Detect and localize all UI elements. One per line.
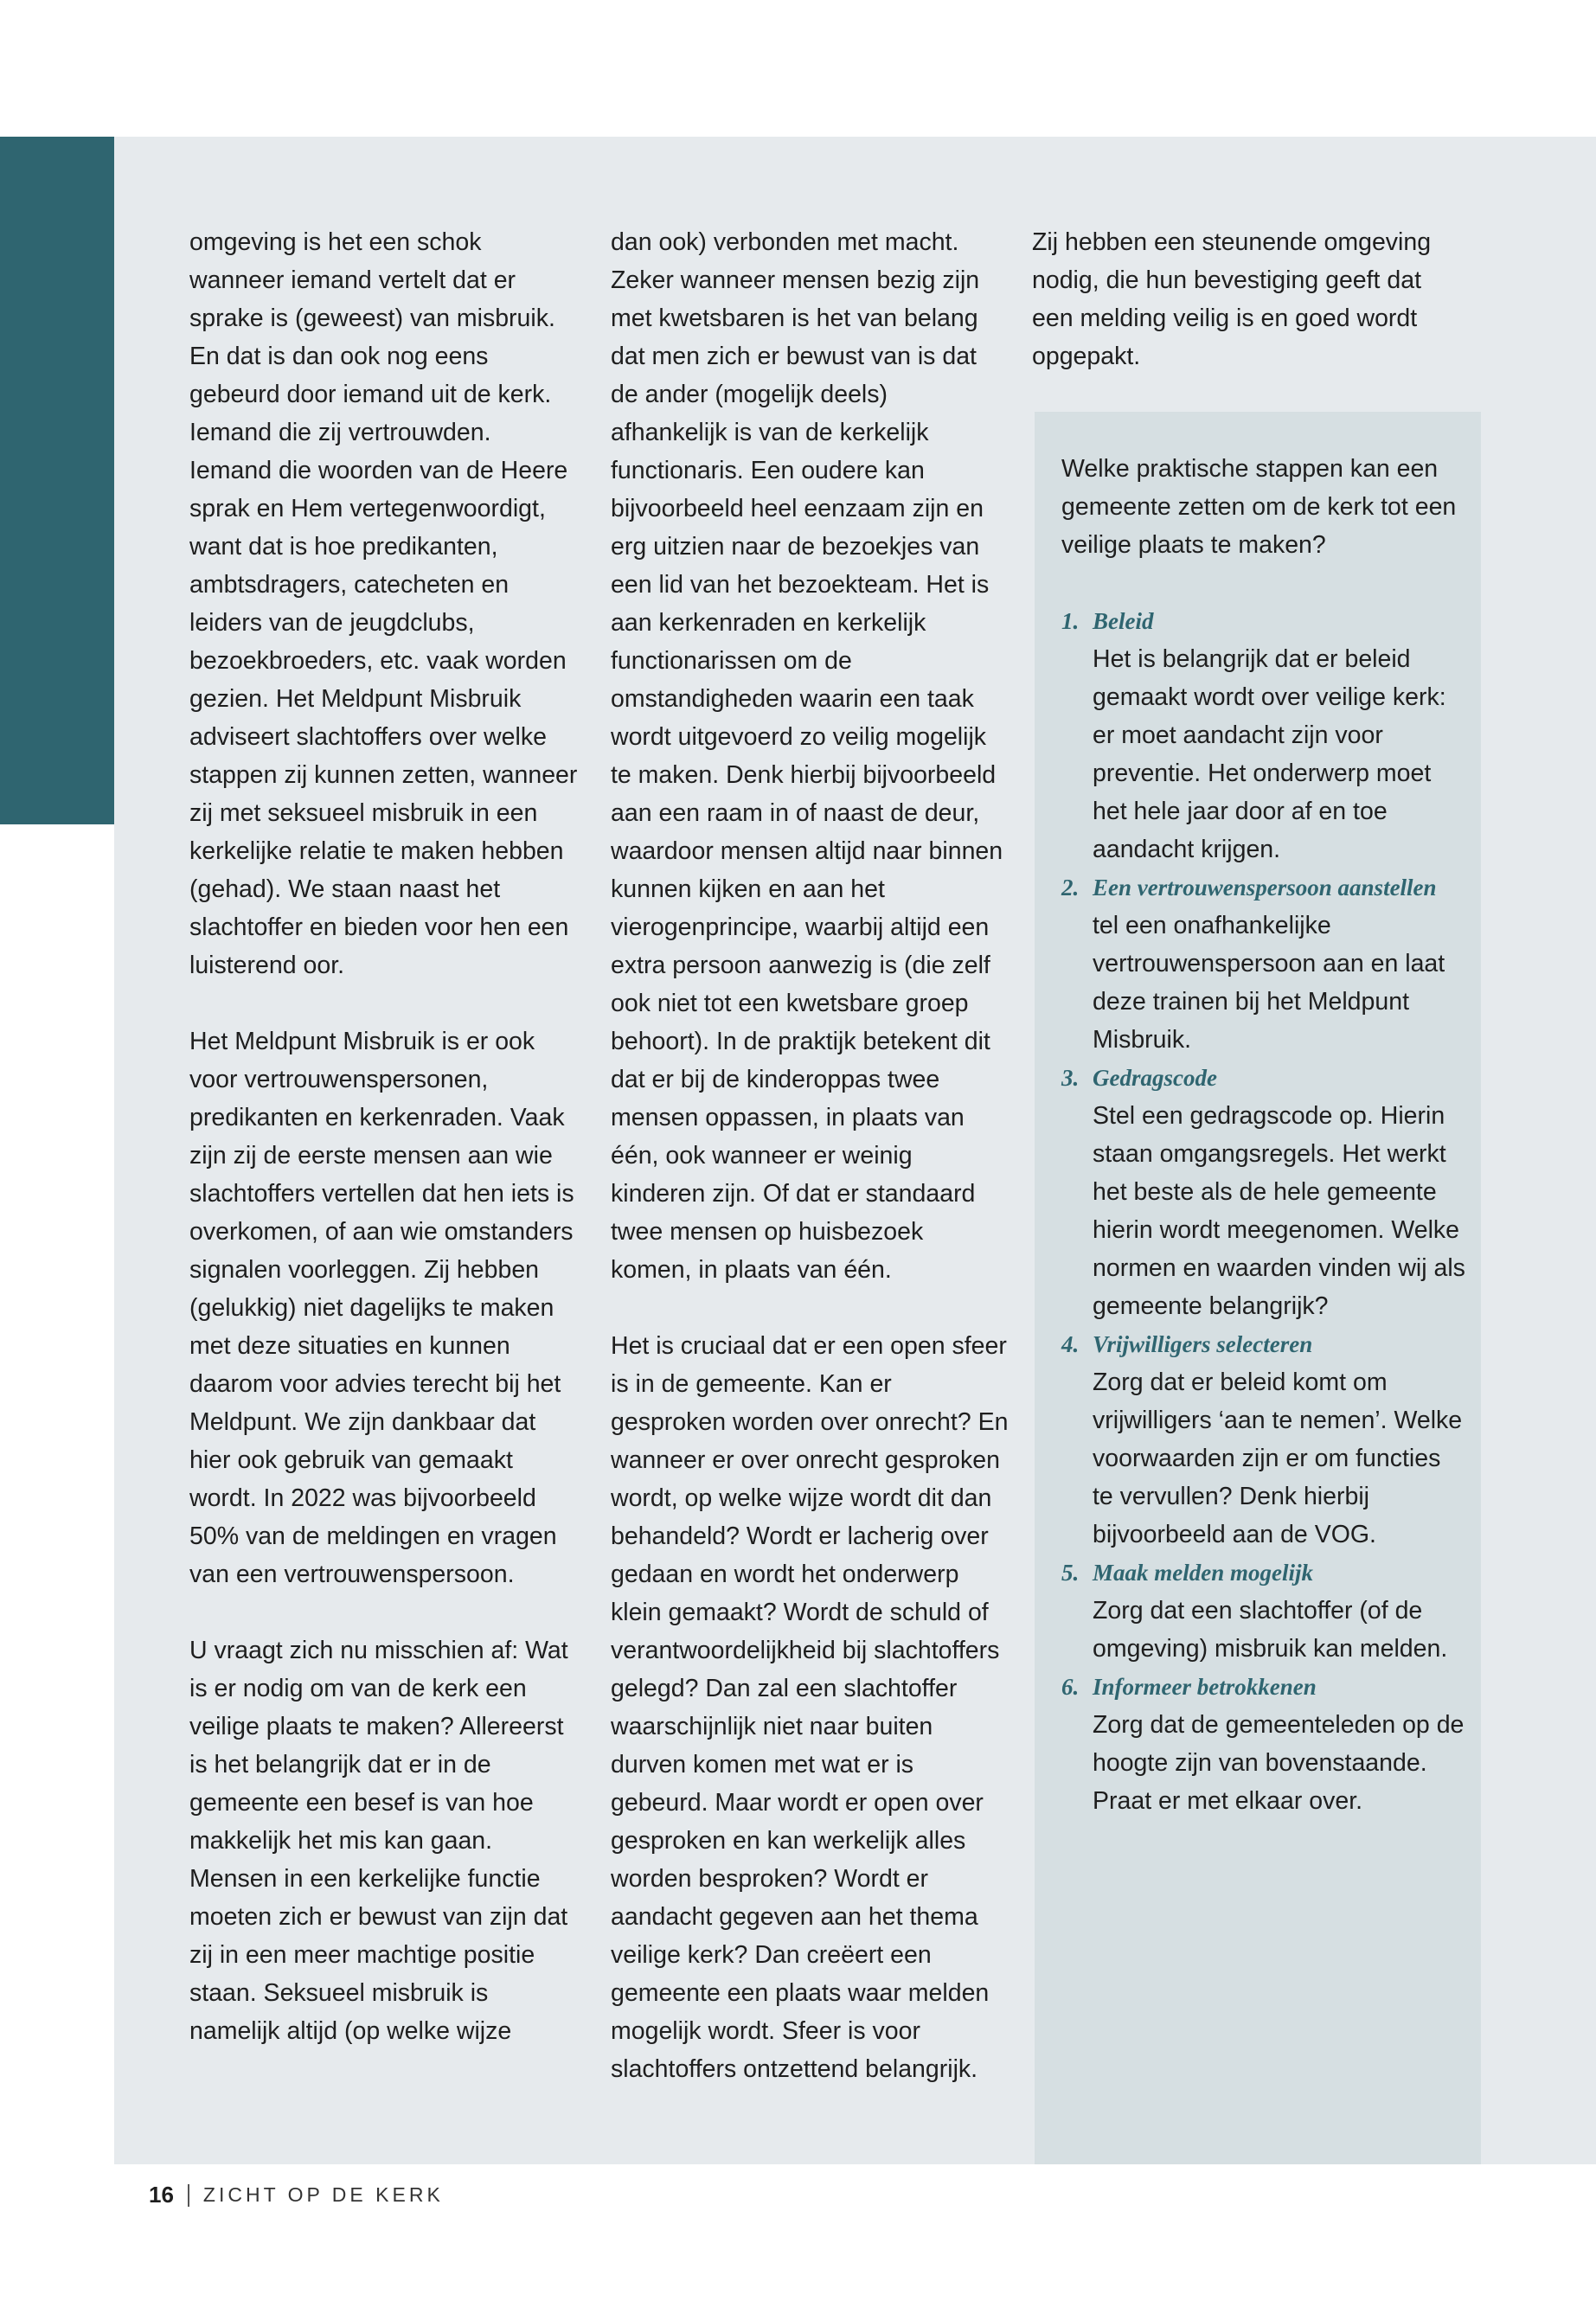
- step-title: Gedragscode: [1093, 1065, 1217, 1091]
- steps-list: [1061, 602, 1468, 1820]
- step-item: [1061, 868, 1468, 1059]
- article-column-3: [1032, 223, 1439, 375]
- magazine-title: ZICHT OP DE KERK: [202, 2183, 444, 2206]
- step-body: tel een onafhankelijke vertrouwenspersoon aan en laat deze trainen bij het Meldpunt Misbruik.: [1093, 912, 1445, 1054]
- paragraph: omgeving is het een schok wanneer iemand vertelt dat er sprake is (geweest) van misbruik. En dat is dan ook nog eens gebeurd door iemand uit de kerk. Iemand die zij vertrouwden. Iemand die woorden van de Heere sprak en Hem vertegenwoordigt, want dat is hoe predikanten, ambtsdragers, catecheten en leiders van de jeugdclubs, bezoekbroeders, etc. vaak worden gezien. Het Meldpunt Misbruik adviseert slachtoffers over welke stappen zij kunnen zetten, wanneer zij met seksueel misbruik in een kerkelijke relatie te maken hebben (gehad). We staan naast het slachtoffer en bieden voor hen een luisterend oor.: [189, 228, 578, 979]
- step-body: Zorg dat een slachtoffer (of de omgeving) misbruik kan melden.: [1093, 1597, 1448, 1663]
- step-number: 6.: [1061, 1674, 1080, 1700]
- step-item: [1061, 1554, 1468, 1668]
- step-title: Beleid: [1093, 608, 1154, 634]
- step-item: [1061, 1668, 1468, 1820]
- paragraph: Het Meldpunt Misbruik is er ook voor vertrouwenspersonen, predikanten en kerkenraden. Vaak zijn zij de eerste mensen aan wie slachtoffers vertellen dat hen iets is overkomen, of aan wie omstanders signalen voorleggen. Zij hebben (gelukkig) niet dagelijks te maken met deze situaties en kunnen daarom voor advies terecht bij het Meldpunt. We zijn dankbaar dat hier ook gebruik van gemaakt wordt. In 2022 was bijvoorbeeld 50% van de meldingen en vragen van een vertrouwenspersoon.: [189, 1028, 574, 1588]
- step-body: Het is belangrijk dat er beleid gemaakt wordt over veilige kerk: er moet aandacht zijn voor preventie. Het onderwerp moet het hele jaar door af en toe aandacht krijgen.: [1093, 645, 1446, 863]
- page-number: 16: [149, 2182, 174, 2208]
- sidebar-content: [1061, 450, 1468, 1820]
- step-body: Zorg dat de gemeenteleden op de hoogte zijn van bovenstaande. Praat er met elkaar over.: [1093, 1711, 1465, 1815]
- sidebar-question: Welke praktische stappen kan een gemeente zetten om de kerk tot een veilige plaats te maken?: [1061, 455, 1457, 559]
- step-item: [1061, 602, 1468, 868]
- step-item: [1061, 1059, 1468, 1325]
- paragraph: dan ook) verbonden met macht. Zeker wanneer mensen bezig zijn met kwetsbaren is het van belang dat men zich er bewust van is dat de ander (mogelijk deels) afhankelijk is van de kerkelijk functionaris. Een oudere kan bijvoorbeeld heel eenzaam zijn en erg uitzien naar de bezoekjes van een lid van het bezoekteam. Het is aan kerkenraden en kerkelijk functionarissen om de omstandigheden waarin een taak wordt uitgevoerd zo veilig mogelijk te maken. Denk hierbij bijvoorbeeld aan een raam in of naast de deur, waardoor mensen altijd naar binnen kunnen kijken en aan het vierogenprincipe, waarbij altijd een extra persoon aanwezig is (die zelf ook niet tot een kwetsbare groep behoort). In de praktijk betekent dit dat er bij de kinderoppas twee mensen oppassen, in plaats van één, ook wanneer er weinig kinderen zijn. Of dat er standaard twee mensen op huisbezoek komen, in plaats van één.: [611, 228, 1003, 1284]
- step-number: 3.: [1061, 1065, 1080, 1091]
- step-title: Maak melden mogelijk: [1093, 1560, 1313, 1586]
- article-column-1: [189, 223, 579, 2050]
- accent-bar: [0, 137, 114, 824]
- paragraph: U vraagt zich nu misschien af: Wat is er nodig om van de kerk een veilige plaats te maken? Allereerst is het belangrijk dat er in de gemeente een besef is van hoe makkelijk het mis kan gaan. Mensen in een kerkelijke functie moeten zich er bewust van zijn dat zij in een meer machtige positie staan. Seksueel misbruik is namelijk altijd (op welke wijze: [189, 1637, 568, 2045]
- paragraph: Het is cruciaal dat er een open sfeer is in de gemeente. Kan er gesproken worden over onrecht? En wanneer er over onrecht gesproken wordt, op welke wijze wordt dit dan behandeld? Wordt er lacherig over gedaan en wordt het onderwerp klein gemaakt? Wordt de schuld of verantwoordelijkheid bij slachtoffers gelegd? Dan zal een slachtoffer waarschijnlijk niet naar buiten durven komen met wat er is gebeurd. Maar wordt er open over gesproken en kan werkelijk alles worden besproken? Wordt er aandacht gegeven aan het thema veilige kerk? Dan creëert een gemeente een plaats waar melden mogelijk wordt. Sfeer is voor slachtoffers ontzettend belangrijk.: [611, 1332, 1009, 2083]
- step-number: 4.: [1061, 1331, 1080, 1357]
- step-item: [1061, 1325, 1468, 1554]
- paragraph: Zij hebben een steunende omgeving nodig, die hun bevestiging geeft dat een melding veilig is en goed wordt opgepakt.: [1032, 228, 1432, 370]
- page-footer: [149, 2182, 444, 2208]
- step-title: Informeer betrokkenen: [1093, 1674, 1317, 1700]
- step-number: 5.: [1061, 1560, 1080, 1586]
- article-column-2: [611, 223, 1009, 2088]
- step-number: 2.: [1061, 875, 1080, 901]
- step-number: 1.: [1061, 608, 1080, 634]
- footer-divider: [188, 2184, 189, 2207]
- step-body: Stel een gedragscode op. Hierin staan omgangsregels. Het werkt het beste als de hele gemeente hierin wordt meegenomen. Welke normen en waarden vinden wij als gemeente belangrijk?: [1093, 1102, 1465, 1320]
- step-title: Een vertrouwenspersoon aanstellen: [1093, 875, 1437, 901]
- step-body: Zorg dat er beleid komt om vrijwilligers ‘aan te nemen’. Welke voorwaarden zijn er om functies te vervullen? Denk hierbij bijvoorbeeld aan de VOG.: [1093, 1368, 1463, 1548]
- step-title: Vrijwilligers selecteren: [1093, 1331, 1313, 1357]
